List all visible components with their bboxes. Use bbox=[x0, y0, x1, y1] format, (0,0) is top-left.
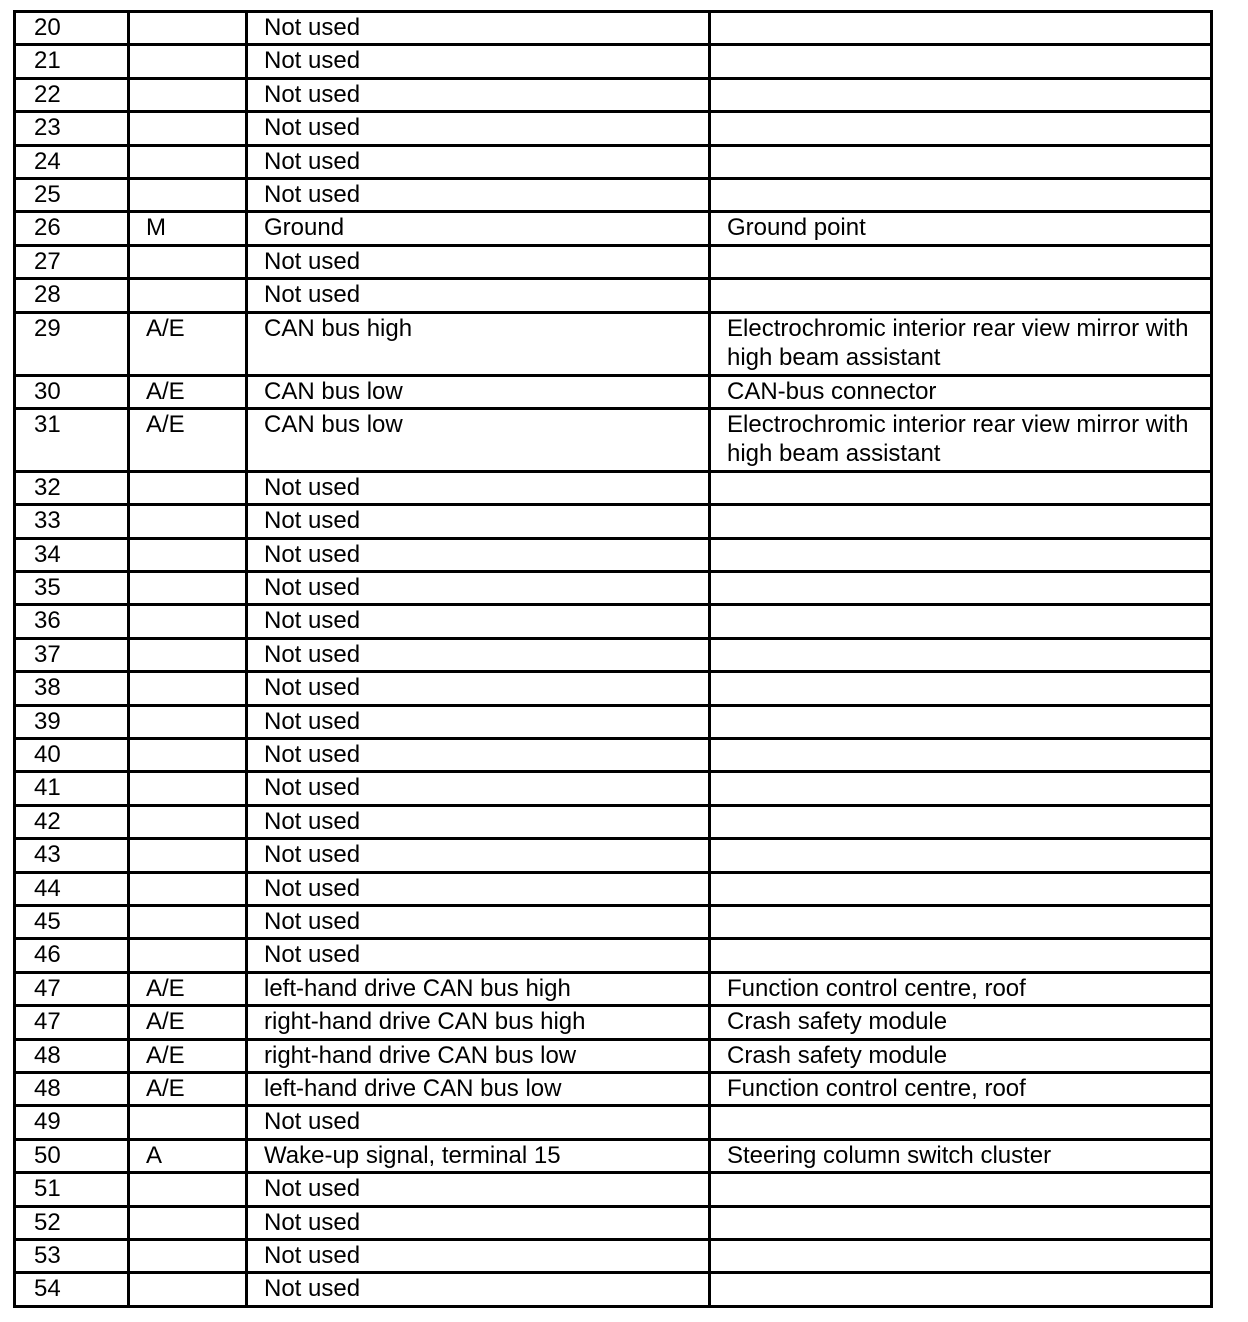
table-row bbox=[15, 839, 1212, 872]
table-row bbox=[15, 212, 1212, 245]
signal-type-cell: A bbox=[129, 1139, 247, 1172]
signal-type-cell bbox=[129, 245, 247, 278]
destination-cell bbox=[710, 45, 1212, 78]
signal-type-cell bbox=[129, 1206, 247, 1239]
pin-number-cell: 42 bbox=[15, 805, 129, 838]
table-row bbox=[15, 1206, 1212, 1239]
destination-cell: Electrochromic interior rear view mirror with high beam assistant bbox=[710, 408, 1212, 471]
table-row bbox=[15, 471, 1212, 504]
signal-type-cell bbox=[129, 1273, 247, 1306]
pin-number-cell: 50 bbox=[15, 1139, 129, 1172]
function-cell: Not used bbox=[247, 805, 710, 838]
signal-type-cell bbox=[129, 672, 247, 705]
destination-cell: Crash safety module bbox=[710, 1039, 1212, 1072]
destination-cell bbox=[710, 572, 1212, 605]
signal-type-cell: A/E bbox=[129, 1072, 247, 1105]
destination-cell: CAN-bus connector bbox=[710, 375, 1212, 408]
table-row bbox=[15, 78, 1212, 111]
signal-type-cell bbox=[129, 471, 247, 504]
signal-type-cell: A/E bbox=[129, 1039, 247, 1072]
signal-type-cell bbox=[129, 145, 247, 178]
signal-type-cell bbox=[129, 805, 247, 838]
pin-number-cell: 28 bbox=[15, 279, 129, 312]
signal-type-cell bbox=[129, 705, 247, 738]
destination-cell bbox=[710, 145, 1212, 178]
pin-number-cell: 43 bbox=[15, 839, 129, 872]
function-cell: Not used bbox=[247, 638, 710, 671]
pin-number-cell: 30 bbox=[15, 375, 129, 408]
pin-number-cell: 49 bbox=[15, 1106, 129, 1139]
function-cell: Not used bbox=[247, 705, 710, 738]
pin-number-cell: 52 bbox=[15, 1206, 129, 1239]
signal-type-cell bbox=[129, 1173, 247, 1206]
destination-cell bbox=[710, 78, 1212, 111]
destination-cell bbox=[710, 1273, 1212, 1306]
pin-number-cell: 51 bbox=[15, 1173, 129, 1206]
destination-cell bbox=[710, 739, 1212, 772]
signal-type-cell bbox=[129, 505, 247, 538]
pin-number-cell: 26 bbox=[15, 212, 129, 245]
pin-assignment-table bbox=[13, 10, 1213, 1308]
function-cell: Not used bbox=[247, 145, 710, 178]
function-cell: Not used bbox=[247, 1206, 710, 1239]
destination-cell bbox=[710, 705, 1212, 738]
function-cell: Not used bbox=[247, 45, 710, 78]
signal-type-cell: A/E bbox=[129, 972, 247, 1005]
signal-type-cell bbox=[129, 872, 247, 905]
pin-number-cell: 33 bbox=[15, 505, 129, 538]
destination-cell bbox=[710, 1106, 1212, 1139]
destination-cell: Steering column switch cluster bbox=[710, 1139, 1212, 1172]
signal-type-cell bbox=[129, 572, 247, 605]
pin-number-cell: 48 bbox=[15, 1072, 129, 1105]
function-cell: CAN bus low bbox=[247, 375, 710, 408]
signal-type-cell: A/E bbox=[129, 1006, 247, 1039]
function-cell: Not used bbox=[247, 1173, 710, 1206]
function-cell: Ground bbox=[247, 212, 710, 245]
signal-type-cell bbox=[129, 45, 247, 78]
table-row bbox=[15, 872, 1212, 905]
table-row bbox=[15, 605, 1212, 638]
function-cell: Not used bbox=[247, 538, 710, 571]
destination-cell bbox=[710, 178, 1212, 211]
table-row bbox=[15, 112, 1212, 145]
destination-cell bbox=[710, 638, 1212, 671]
destination-cell bbox=[710, 772, 1212, 805]
signal-type-cell: A/E bbox=[129, 408, 247, 471]
pin-number-cell: 34 bbox=[15, 538, 129, 571]
pin-number-cell: 25 bbox=[15, 178, 129, 211]
function-cell: Not used bbox=[247, 872, 710, 905]
destination-cell bbox=[710, 538, 1212, 571]
table-row bbox=[15, 45, 1212, 78]
pin-number-cell: 32 bbox=[15, 471, 129, 504]
pin-number-cell: 35 bbox=[15, 572, 129, 605]
pin-number-cell: 20 bbox=[15, 12, 129, 45]
function-cell: left-hand drive CAN bus low bbox=[247, 1072, 710, 1105]
signal-type-cell bbox=[129, 638, 247, 671]
table-row bbox=[15, 1273, 1212, 1306]
signal-type-cell: M bbox=[129, 212, 247, 245]
function-cell: Not used bbox=[247, 605, 710, 638]
function-cell: Not used bbox=[247, 505, 710, 538]
function-cell: Not used bbox=[247, 78, 710, 111]
table-row bbox=[15, 145, 1212, 178]
function-cell: right-hand drive CAN bus low bbox=[247, 1039, 710, 1072]
table-row bbox=[15, 408, 1212, 471]
pin-number-cell: 21 bbox=[15, 45, 129, 78]
function-cell: Not used bbox=[247, 1106, 710, 1139]
destination-cell bbox=[710, 605, 1212, 638]
table-row bbox=[15, 375, 1212, 408]
function-cell: CAN bus low bbox=[247, 408, 710, 471]
table-row bbox=[15, 1106, 1212, 1139]
table-row bbox=[15, 939, 1212, 972]
table-row bbox=[15, 1039, 1212, 1072]
pin-number-cell: 36 bbox=[15, 605, 129, 638]
destination-cell bbox=[710, 12, 1212, 45]
signal-type-cell bbox=[129, 78, 247, 111]
destination-cell bbox=[710, 505, 1212, 538]
signal-type-cell bbox=[129, 112, 247, 145]
signal-type-cell bbox=[129, 739, 247, 772]
table-row bbox=[15, 1006, 1212, 1039]
function-cell: Not used bbox=[247, 572, 710, 605]
pin-number-cell: 41 bbox=[15, 772, 129, 805]
function-cell: Not used bbox=[247, 1273, 710, 1306]
pin-number-cell: 40 bbox=[15, 739, 129, 772]
function-cell: Not used bbox=[247, 905, 710, 938]
table-row bbox=[15, 739, 1212, 772]
function-cell: Not used bbox=[247, 112, 710, 145]
function-cell: CAN bus high bbox=[247, 312, 710, 375]
destination-cell bbox=[710, 279, 1212, 312]
table-row bbox=[15, 245, 1212, 278]
pin-number-cell: 45 bbox=[15, 905, 129, 938]
table-row bbox=[15, 805, 1212, 838]
function-cell: Not used bbox=[247, 672, 710, 705]
destination-cell bbox=[710, 839, 1212, 872]
table-row bbox=[15, 178, 1212, 211]
table-row bbox=[15, 672, 1212, 705]
function-cell: Not used bbox=[247, 1239, 710, 1272]
signal-type-cell bbox=[129, 1106, 247, 1139]
table-row bbox=[15, 638, 1212, 671]
table-row bbox=[15, 1072, 1212, 1105]
pin-number-cell: 47 bbox=[15, 972, 129, 1005]
pin-number-cell: 24 bbox=[15, 145, 129, 178]
destination-cell: Function control centre, roof bbox=[710, 972, 1212, 1005]
destination-cell bbox=[710, 905, 1212, 938]
signal-type-cell bbox=[129, 12, 247, 45]
pin-number-cell: 29 bbox=[15, 312, 129, 375]
destination-cell bbox=[710, 1206, 1212, 1239]
signal-type-cell bbox=[129, 939, 247, 972]
signal-type-cell bbox=[129, 538, 247, 571]
signal-type-cell bbox=[129, 905, 247, 938]
function-cell: Not used bbox=[247, 471, 710, 504]
destination-cell bbox=[710, 805, 1212, 838]
function-cell: Not used bbox=[247, 279, 710, 312]
function-cell: Not used bbox=[247, 12, 710, 45]
pin-number-cell: 46 bbox=[15, 939, 129, 972]
signal-type-cell: A/E bbox=[129, 375, 247, 408]
table-row bbox=[15, 705, 1212, 738]
pin-number-cell: 31 bbox=[15, 408, 129, 471]
function-cell: right-hand drive CAN bus high bbox=[247, 1006, 710, 1039]
pin-number-cell: 37 bbox=[15, 638, 129, 671]
destination-cell: Ground point bbox=[710, 212, 1212, 245]
signal-type-cell bbox=[129, 1239, 247, 1272]
destination-cell bbox=[710, 872, 1212, 905]
table-row bbox=[15, 572, 1212, 605]
pin-number-cell: 54 bbox=[15, 1273, 129, 1306]
pin-number-cell: 27 bbox=[15, 245, 129, 278]
table-row bbox=[15, 772, 1212, 805]
table-row bbox=[15, 312, 1212, 375]
table-row bbox=[15, 12, 1212, 45]
function-cell: Not used bbox=[247, 939, 710, 972]
pin-number-cell: 47 bbox=[15, 1006, 129, 1039]
pin-number-cell: 44 bbox=[15, 872, 129, 905]
function-cell: Not used bbox=[247, 772, 710, 805]
destination-cell bbox=[710, 1239, 1212, 1272]
destination-cell bbox=[710, 939, 1212, 972]
destination-cell bbox=[710, 672, 1212, 705]
pin-number-cell: 22 bbox=[15, 78, 129, 111]
table-row bbox=[15, 1139, 1212, 1172]
destination-cell bbox=[710, 245, 1212, 278]
function-cell: Wake-up signal, terminal 15 bbox=[247, 1139, 710, 1172]
function-cell: Not used bbox=[247, 245, 710, 278]
signal-type-cell bbox=[129, 279, 247, 312]
table-row bbox=[15, 279, 1212, 312]
pin-number-cell: 39 bbox=[15, 705, 129, 738]
table-row bbox=[15, 538, 1212, 571]
pin-number-cell: 53 bbox=[15, 1239, 129, 1272]
table-row bbox=[15, 1173, 1212, 1206]
pin-number-cell: 38 bbox=[15, 672, 129, 705]
pin-number-cell: 48 bbox=[15, 1039, 129, 1072]
destination-cell bbox=[710, 1173, 1212, 1206]
table-row bbox=[15, 972, 1212, 1005]
signal-type-cell bbox=[129, 772, 247, 805]
signal-type-cell: A/E bbox=[129, 312, 247, 375]
table-row bbox=[15, 905, 1212, 938]
destination-cell: Electrochromic interior rear view mirror with high beam assistant bbox=[710, 312, 1212, 375]
function-cell: Not used bbox=[247, 839, 710, 872]
destination-cell bbox=[710, 112, 1212, 145]
pin-number-cell: 23 bbox=[15, 112, 129, 145]
signal-type-cell bbox=[129, 178, 247, 211]
signal-type-cell bbox=[129, 839, 247, 872]
destination-cell: Crash safety module bbox=[710, 1006, 1212, 1039]
destination-cell bbox=[710, 471, 1212, 504]
function-cell: Not used bbox=[247, 739, 710, 772]
table-row bbox=[15, 1239, 1212, 1272]
pin-table-body bbox=[15, 12, 1212, 1307]
function-cell: left-hand drive CAN bus high bbox=[247, 972, 710, 1005]
destination-cell: Function control centre, roof bbox=[710, 1072, 1212, 1105]
signal-type-cell bbox=[129, 605, 247, 638]
function-cell: Not used bbox=[247, 178, 710, 211]
table-row bbox=[15, 505, 1212, 538]
